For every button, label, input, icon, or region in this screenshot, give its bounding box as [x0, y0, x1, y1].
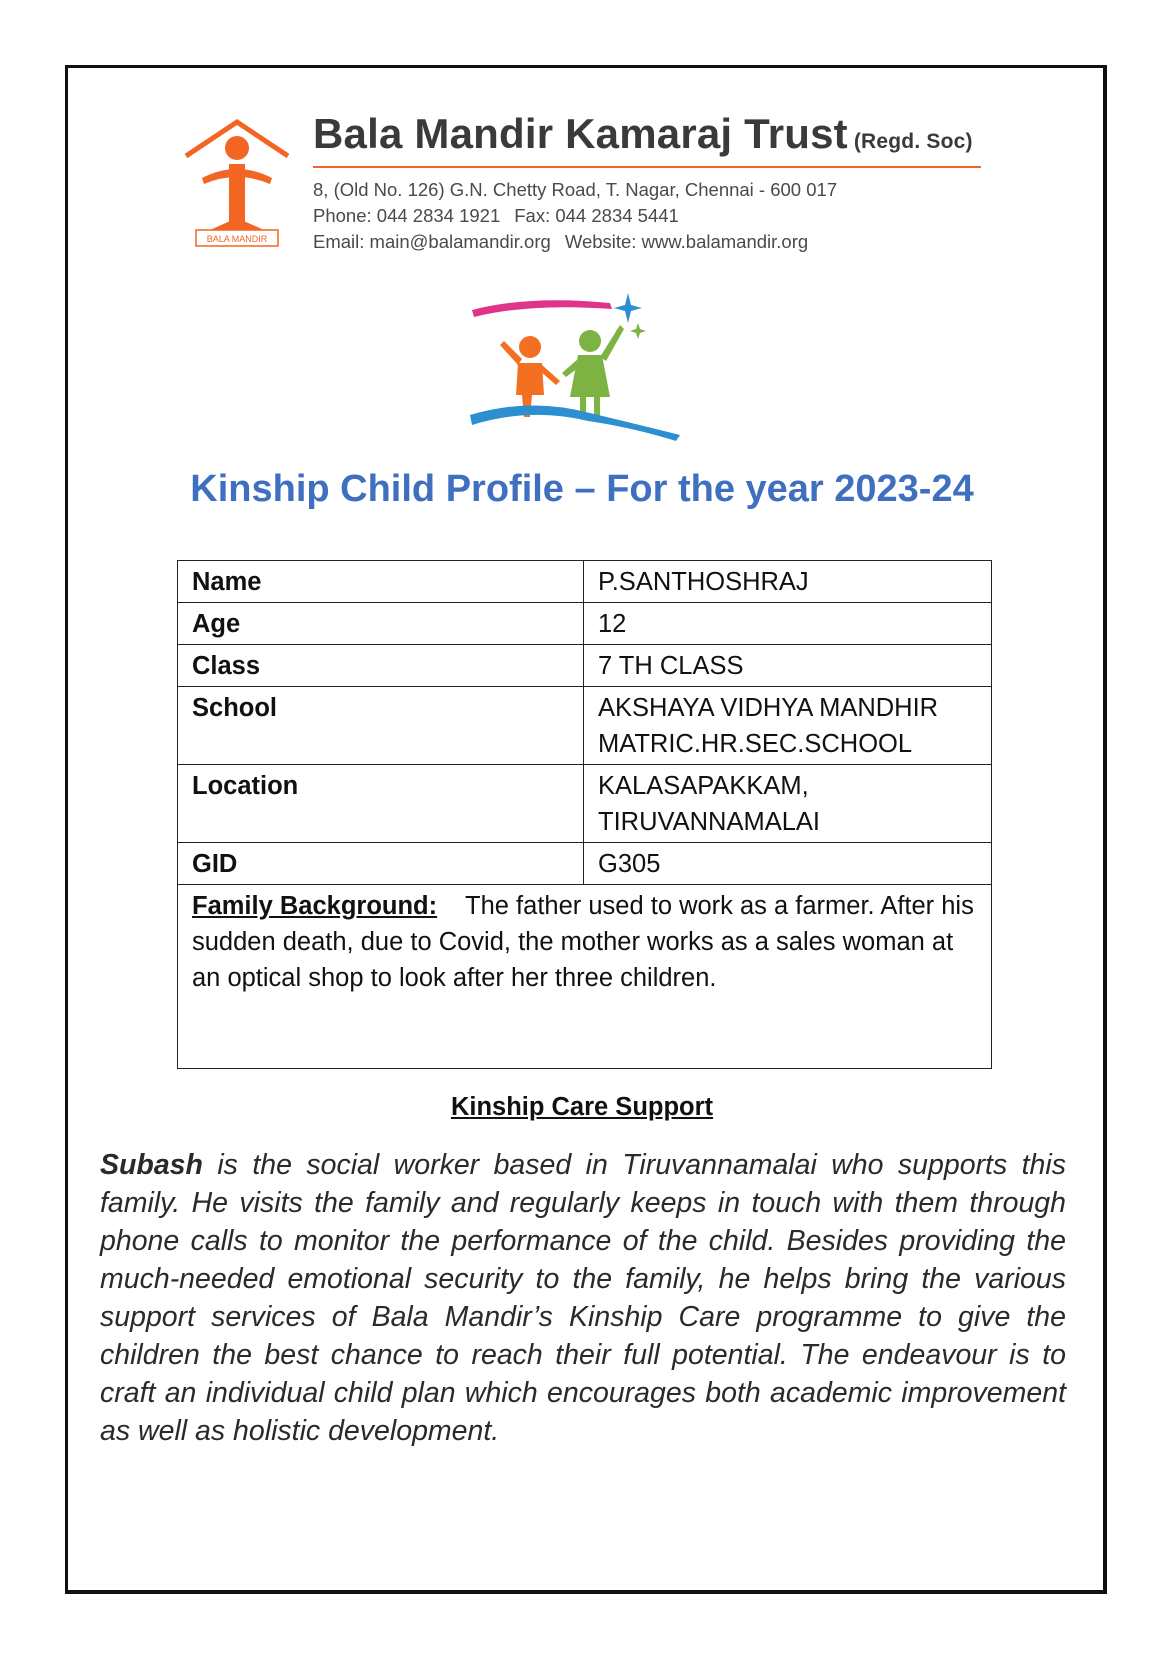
row-value: G305	[584, 843, 992, 885]
org-regd: (Regd. Soc)	[853, 130, 973, 153]
table-row	[178, 603, 992, 645]
table-row	[178, 843, 992, 885]
social-worker-name: Subash	[100, 1149, 203, 1181]
family-background-label: Family Background:	[192, 892, 438, 920]
family-background-text: The father used to work as a farmer. After his sudden death, due to Covid, the mother works as a sales woman at an optical shop to look after her three children.	[192, 892, 974, 992]
org-email-website	[313, 231, 808, 253]
family-background-row	[178, 885, 992, 1069]
support-text: is the social worker based in Tiruvannamalai who supports this family. He visits the family and regularly keeps in touch with them through phone calls to monitor the performance of the child. Besides providing the much-needed emotional security to the family, he helps bring the various support services of Bala Mandir’s Kinship Care programme to give the children the best chance to reach their full potential. The endeavour is to craft an individual child plan which encourages both academic improvement as well as holistic development.	[100, 1149, 1066, 1447]
support-paragraph	[100, 1146, 1066, 1450]
logo-caption: BALA MANDIR	[206, 234, 268, 244]
row-value: P.SANTHOSHRAJ	[584, 561, 992, 603]
row-label: Location	[178, 765, 584, 843]
support-heading: Kinship Care Support	[450, 1093, 714, 1121]
row-value: 7 TH CLASS	[584, 645, 992, 687]
org-phone: Phone: 044 2834 1921	[313, 205, 501, 226]
org-website: Website: www.balamandir.org	[564, 231, 809, 252]
row-label: Name	[178, 561, 584, 603]
row-label: GID	[178, 843, 584, 885]
row-value: AKSHAYA VIDHYA MANDHIR MATRIC.HR.SEC.SCHOOL	[584, 687, 992, 765]
table-row	[178, 765, 992, 843]
child-profile-table	[177, 560, 992, 1069]
table-row	[178, 645, 992, 687]
row-label: Age	[178, 603, 584, 645]
org-address: 8, (Old No. 126) G.N. Chetty Road, T. Nagar, Chennai - 600 017	[313, 179, 838, 200]
org-fax: Fax: 044 2834 5441	[514, 205, 679, 226]
row-label: Class	[178, 645, 584, 687]
org-phone-fax	[313, 205, 679, 227]
row-value: KALASAPAKKAM, TIRUVANNAMALAI	[584, 765, 992, 843]
row-value: 12	[584, 603, 992, 645]
page-title: Kinship Child Profile – For the year 2023-24	[190, 468, 974, 510]
bala-mandir-logo	[182, 118, 292, 250]
table-row	[178, 687, 992, 765]
table-row	[178, 561, 992, 603]
row-label: School	[178, 687, 584, 765]
org-divider	[313, 166, 981, 168]
children-illustration	[470, 285, 690, 445]
org-email: Email: main@balamandir.org	[313, 231, 551, 252]
family-background-cell	[178, 885, 992, 1069]
org-name: Bala Mandir Kamaraj Trust (Regd. Soc)	[313, 110, 973, 157]
